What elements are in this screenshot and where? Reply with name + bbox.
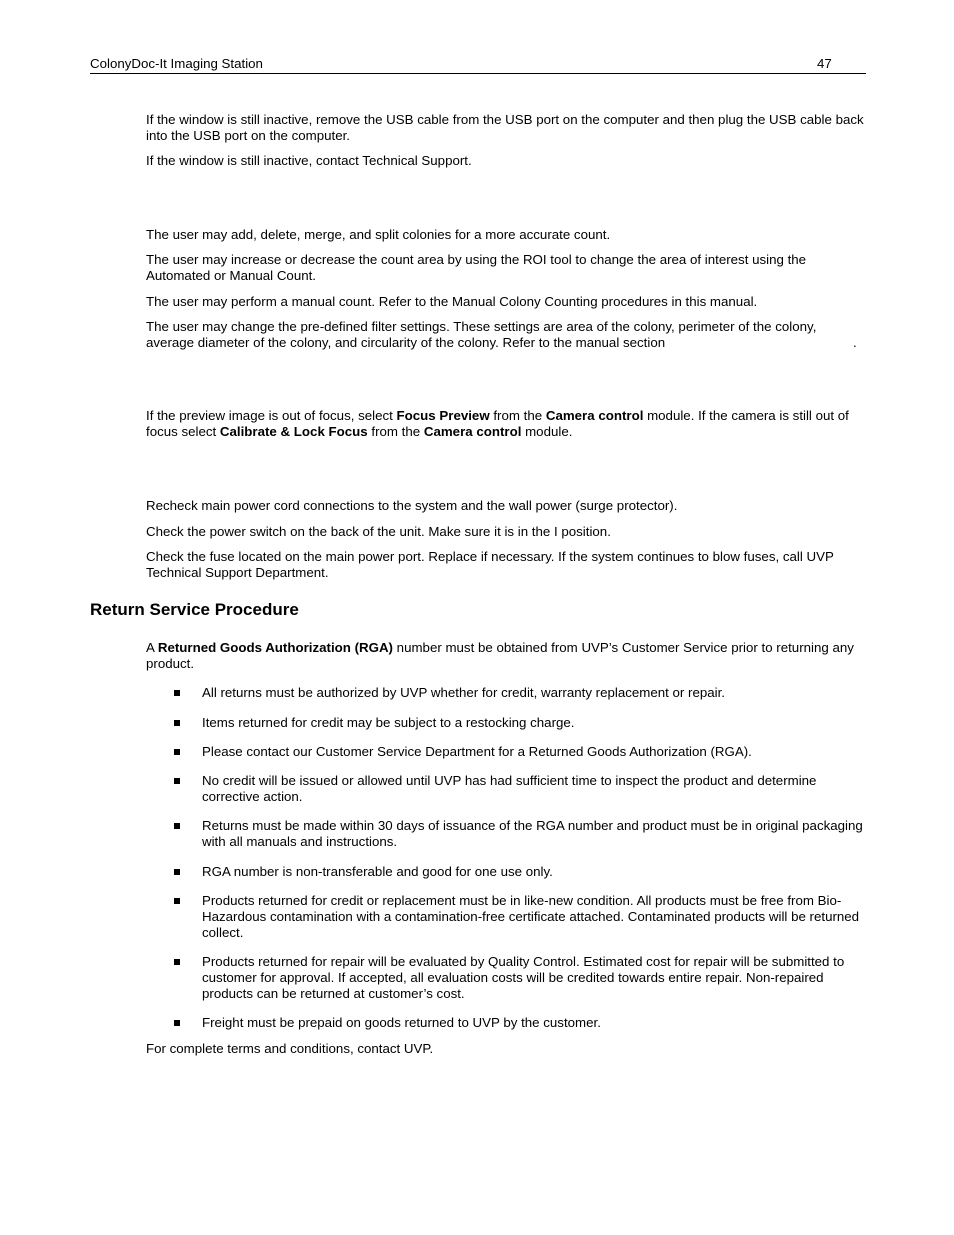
- list-item-text: Returns must be made within 30 days of issuance of the RGA number and product must be in original packaging with all manuals and instructions.: [202, 818, 863, 849]
- focus-text-5: module.: [521, 424, 573, 439]
- return-service-heading: Return Service Procedure: [90, 600, 299, 619]
- manual-count-paragraph: The user may perform a manual count. Refer to the Manual Colony Counting procedures in this manual.: [146, 294, 758, 309]
- rga-intro-paragraph: [146, 640, 868, 672]
- document-title: ColonyDoc-It Imaging Station: [90, 56, 263, 71]
- bullet-icon: [174, 823, 180, 829]
- bullet-icon: [174, 749, 180, 755]
- usb-reconnect-paragraph: If the window is still inactive, remove the USB cable from the USB port on the computer and then plug the USB cable back into the USB port on the computer.: [146, 112, 864, 143]
- power-cord-paragraph: Recheck main power cord connections to the system and the wall power (surge protector).: [146, 498, 678, 513]
- filter-settings-paragraph: [146, 319, 868, 351]
- list-item-text: Items returned for credit may be subject to a restocking charge.: [202, 715, 575, 730]
- camera-control-term: Camera control: [545, 408, 644, 423]
- list-item-text: All returns must be authorized by UVP whether for credit, warranty replacement or repair.: [202, 685, 725, 700]
- bullet-icon: [174, 898, 180, 904]
- calibrate-lock-focus-term: Calibrate & Lock Focus: [219, 424, 368, 439]
- contact-support-paragraph: If the window is still inactive, contact Technical Support.: [146, 153, 472, 168]
- bullet-icon: [174, 1020, 180, 1026]
- list-item-text: Products returned for credit or replacement must be in like-new condition. All products must be free from Bio-Hazardous contamination with a contamination-free certificate attached. Contaminated products will be returned collect.: [202, 893, 860, 940]
- page-number: 47: [817, 56, 832, 71]
- filter-settings-period: .: [853, 335, 857, 350]
- focus-paragraph: [146, 408, 868, 440]
- focus-text-1: If the preview image is out of focus, select: [146, 408, 397, 423]
- page-header: [90, 56, 866, 74]
- edit-colonies-paragraph: The user may add, delete, merge, and split colonies for a more accurate count.: [146, 227, 611, 242]
- bullet-icon: [174, 869, 180, 875]
- bullet-icon: [174, 720, 180, 726]
- focus-text-4: from the: [367, 424, 424, 439]
- rga-intro-text-2: number must be obtained from UVP’s Customer Service prior to returning any product.: [146, 640, 854, 671]
- bullet-icon: [174, 690, 180, 696]
- focus-preview-term: Focus Preview: [396, 408, 490, 423]
- rga-intro-text-1: A: [146, 640, 158, 655]
- list-item-text: Freight must be prepaid on goods returned to UVP by the customer.: [202, 1015, 601, 1030]
- focus-text-3: module. If the camera is still out of focus select: [146, 408, 849, 439]
- list-item-text: No credit will be issued or allowed until UVP has had sufficient time to inspect the product and determine corrective action.: [202, 773, 817, 804]
- list-item-text: RGA number is non-transferable and good for one use only.: [202, 864, 553, 879]
- power-switch-paragraph: Check the power switch on the back of the unit. Make sure it is in the I position.: [146, 524, 611, 539]
- rga-term: Returned Goods Authorization (RGA): [157, 640, 393, 655]
- bullet-icon: [174, 959, 180, 965]
- bullet-icon: [174, 778, 180, 784]
- roi-tool-paragraph: The user may increase or decrease the count area by using the ROI tool to change the area of interest using the Automated or Manual Count.: [146, 252, 807, 283]
- fuse-paragraph: Check the fuse located on the main power port. Replace if necessary. If the system continues to blow fuses, call UVP Technical Support Department.: [146, 549, 834, 580]
- list-item-text: Please contact our Customer Service Department for a Returned Goods Authorization (RGA).: [202, 744, 752, 759]
- filter-settings-text: The user may change the pre-defined filter settings. These settings are area of the colony, perimeter of the colony, average diameter of the colony, and circularity of the colony. Refer to the manual section: [146, 319, 817, 350]
- list-item-text: Products returned for repair will be evaluated by Quality Control. Estimated cost for repair will be submitted to customer for approval. If accepted, all evaluation costs will be credited towards entire repair. Non-repaired products can be returned at customer’s cost.: [202, 954, 845, 1001]
- camera-control-term-2: Camera control: [423, 424, 522, 439]
- focus-text-2: from the: [489, 408, 546, 423]
- closing-paragraph: For complete terms and conditions, contact UVP.: [146, 1041, 434, 1056]
